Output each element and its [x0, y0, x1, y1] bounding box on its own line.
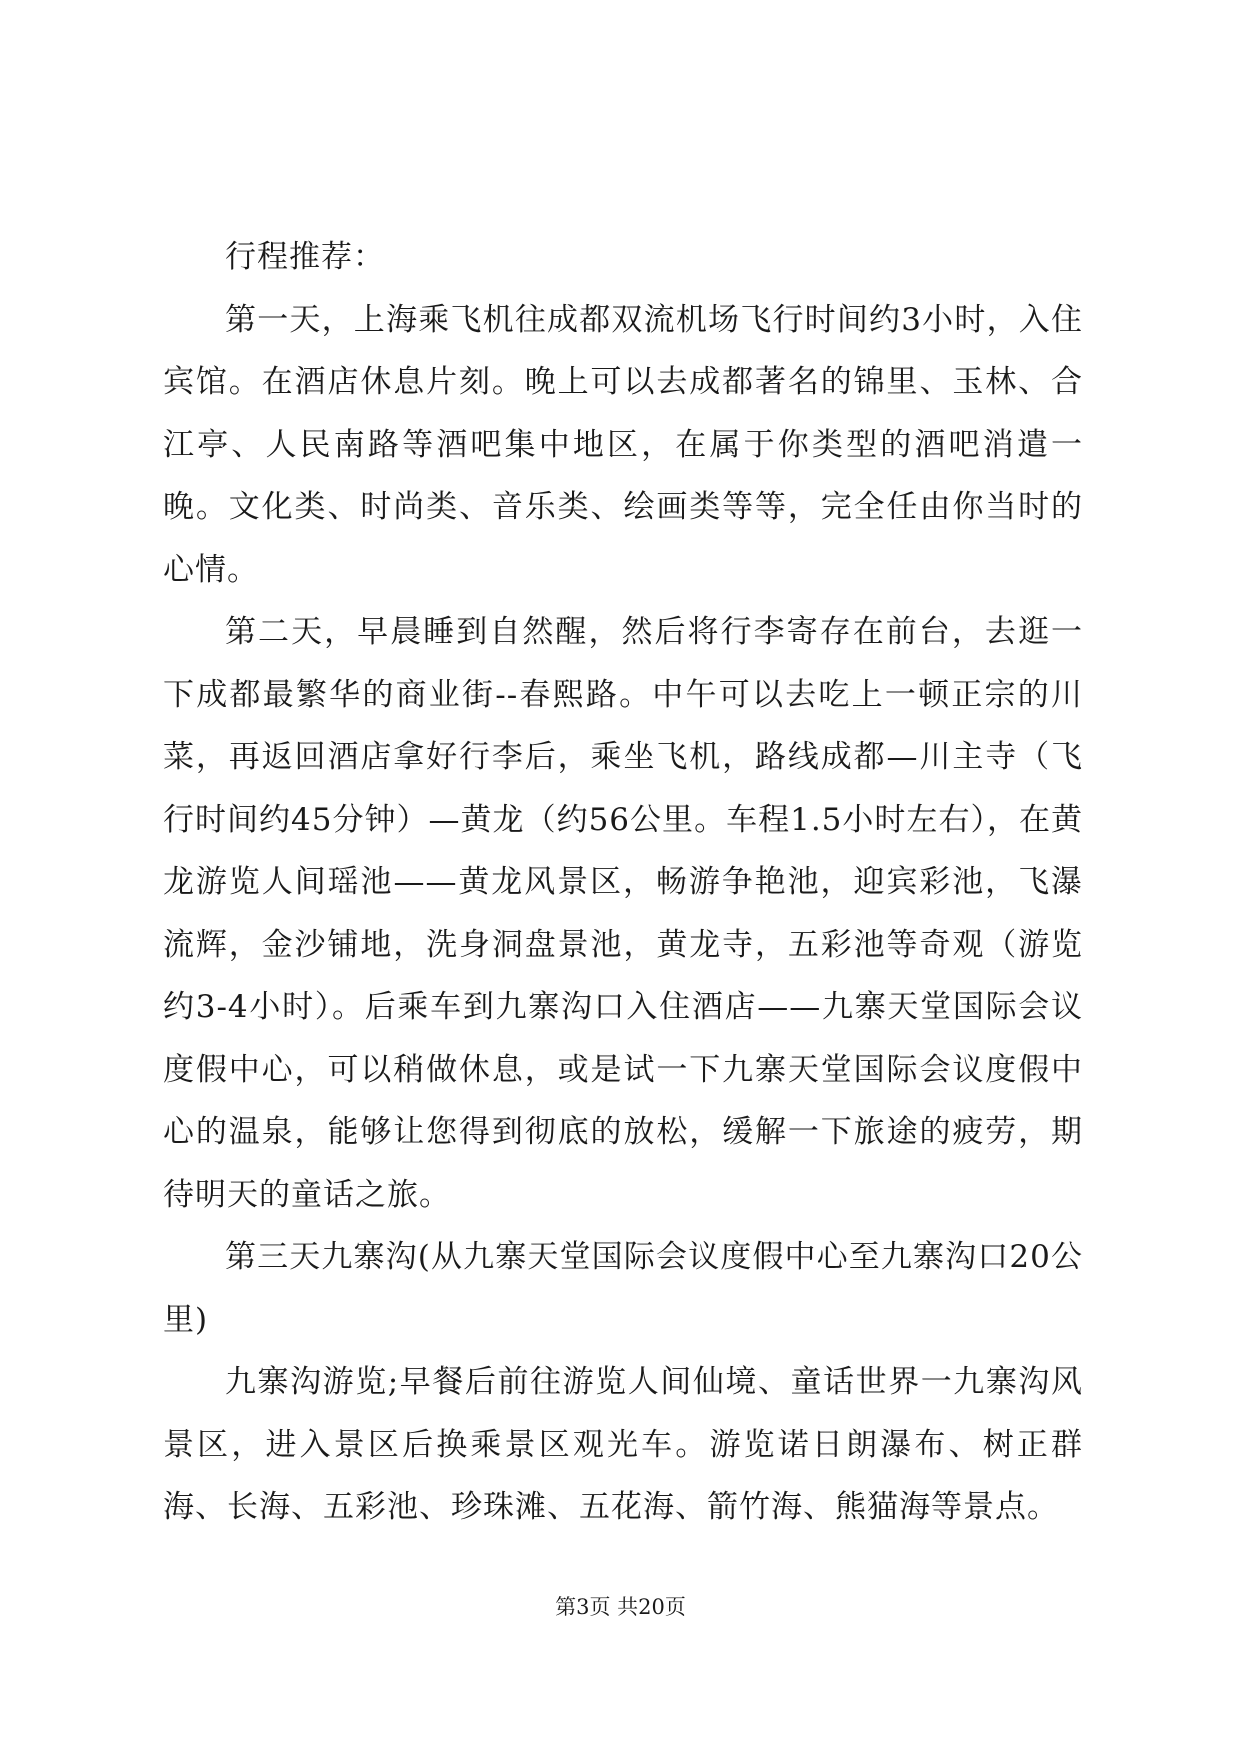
page-number-footer: 第3页 共20页	[555, 1595, 686, 1619]
document-body	[163, 226, 1083, 1539]
paragraph-itinerary-heading: 行程推荐：	[225, 239, 385, 275]
paragraph-day-three-tour: 九寨沟游览;早餐后前往游览人间仙境、童话世界一九寨沟风景区，进入景区后换乘景区观光车。游览诺日朗瀑布、树正群海、长海、五彩池、珍珠滩、五花海、箭竹海、熊猫海等景点。	[163, 1364, 1083, 1525]
paragraph-day-two: 第二天，早晨睡到自然醒，然后将行李寄存在前台，去逛一下成都最繁华的商业街--春熙路。中午可以去吃上一顿正宗的川菜，再返回酒店拿好行李后，乘坐飞机，路线成都—川主寺（飞行时间约45分钟）—黄龙（约56公里。车程1.5小时左右），在黄龙游览人间瑶池——黄龙风景区，畅游争艳池，迎宾彩池，飞瀑流辉，金沙铺地，洗身洞盘景池，黄龙寺，五彩池等奇观（游览约3-4小时）。后乘车到九寨沟口入住酒店——九寨天堂国际会议度假中心，可以稍做休息，或是试一下九寨天堂国际会议度假中心的温泉，能够让您得到彻底的放松，缓解一下旅途的疲劳，期待明天的童话之旅。	[163, 614, 1083, 1213]
paragraph-day-three-heading: 第三天九寨沟(从九寨天堂国际会议度假中心至九寨沟口20公里)	[163, 1239, 1083, 1338]
paragraph-day-one: 第一天，上海乘飞机往成都双流机场飞行时间约3小时，入住宾馆。在酒店休息片刻。晚上可以去成都著名的锦里、玉林、合江亭、人民南路等酒吧集中地区，在属于你类型的酒吧消遣一晚。文化类、时尚类、音乐类、绘画类等等，完全任由你当时的心情。	[163, 301, 1083, 588]
